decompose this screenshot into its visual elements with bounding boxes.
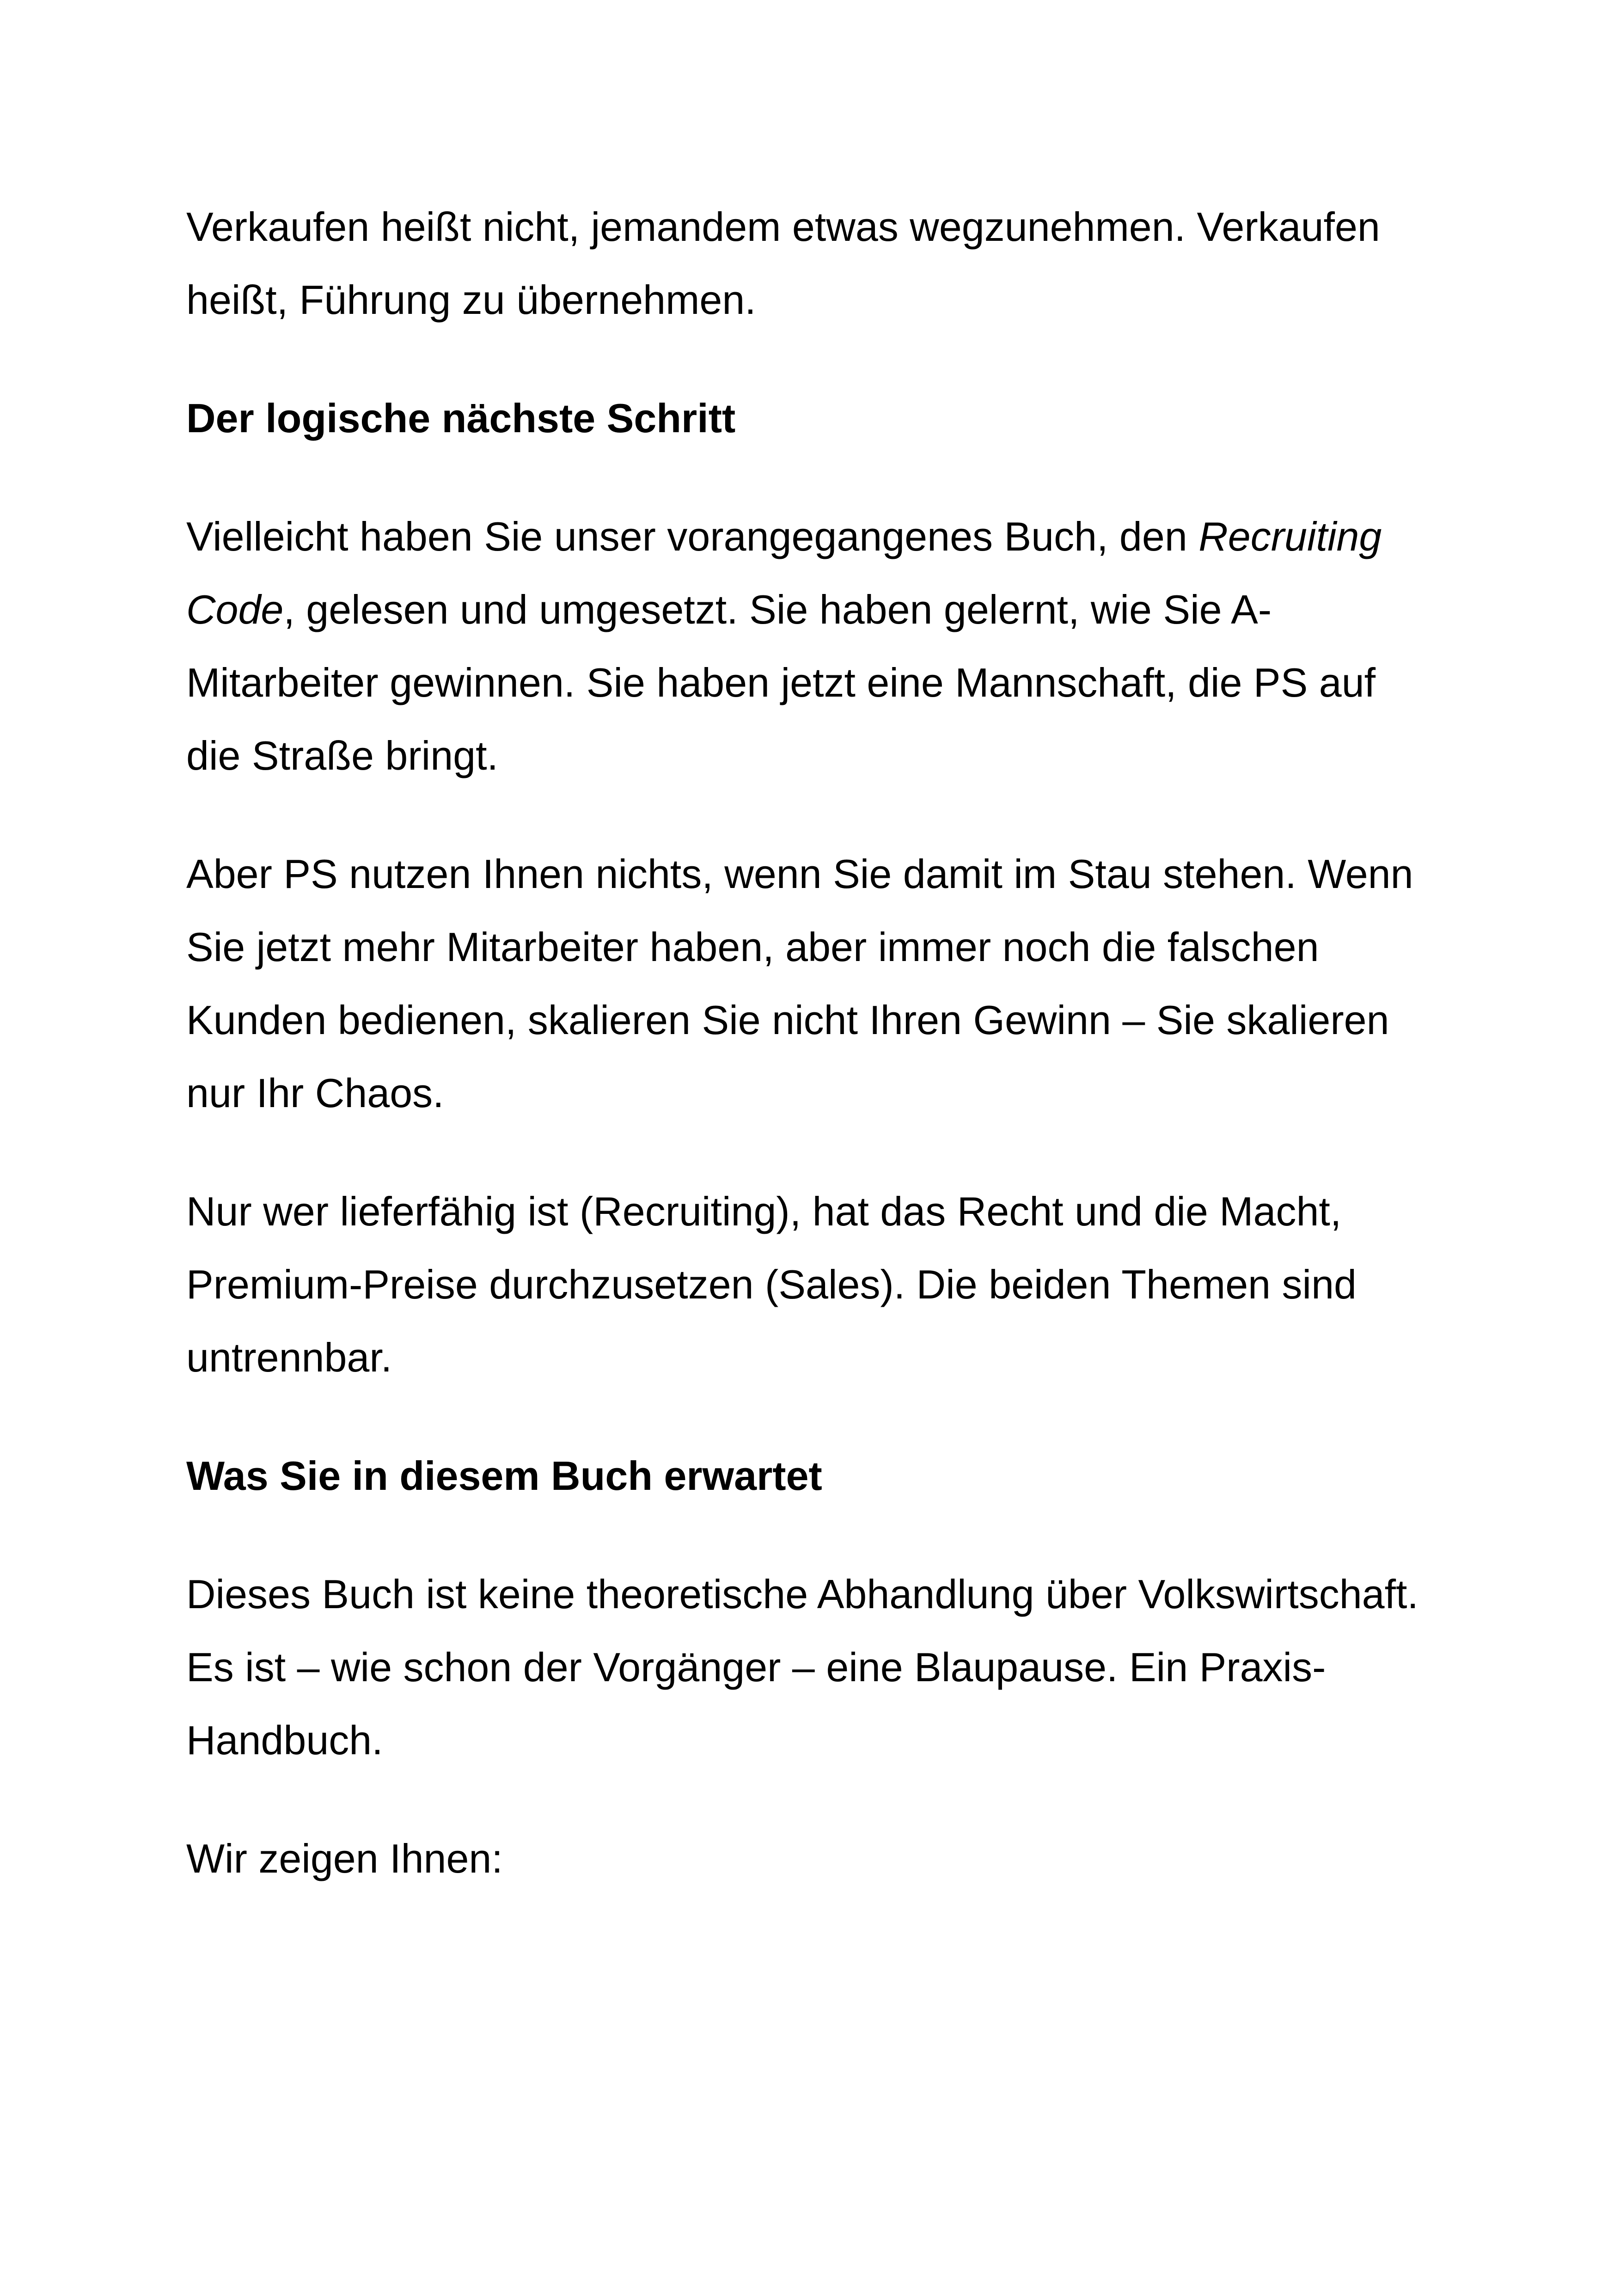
paragraph-previous-book-text-1: Vielleicht haben Sie unser vorangegangenes Buch, den bbox=[186, 514, 1199, 559]
paragraph-traffic-jam: Aber PS nutzen Ihnen nichts, wenn Sie damit im Stau stehen. Wenn Sie jetzt mehr Mitarbeiter haben, aber immer noch die falschen Kunden bedienen, skalieren Sie nicht Ihren Gewinn – Sie skalieren nur Ihr Chaos. bbox=[186, 851, 1413, 1116]
book-title-recruiting-code: Recruiting Code bbox=[186, 514, 1382, 632]
heading-book-expectations: Was Sie in diesem Buch erwartet bbox=[186, 1453, 822, 1499]
paragraph-premium-prices: Nur wer lieferfähig ist (Recruiting), hat das Recht und die Macht, Premium-Preise durchzusetzen (Sales). Die beiden Themen sind untrennbar. bbox=[186, 1188, 1357, 1380]
paragraph-we-show-you: Wir zeigen Ihnen: bbox=[186, 1836, 503, 1881]
paragraph-blueprint: Dieses Buch ist keine theoretische Abhandlung über Volkswirtschaft. Es ist – wie schon der Vorgänger – eine Blaupause. Ein Praxis-Handbuch. bbox=[186, 1571, 1418, 1763]
paragraph-intro: Verkaufen heißt nicht, jemandem etwas wegzunehmen. Verkaufen heißt, Führung zu übernehmen. bbox=[186, 204, 1380, 323]
paragraph-previous-book-text-2: , gelesen und umgesetzt. Sie haben gelernt, wie Sie A-Mitarbeiter gewinnen. Sie haben jetzt eine Mannschaft, die PS auf die Straße bringt. bbox=[186, 587, 1376, 778]
paragraph-previous-book bbox=[186, 500, 1434, 792]
heading-next-step: Der logische nächste Schritt bbox=[186, 395, 736, 441]
page-content bbox=[186, 190, 1434, 1941]
